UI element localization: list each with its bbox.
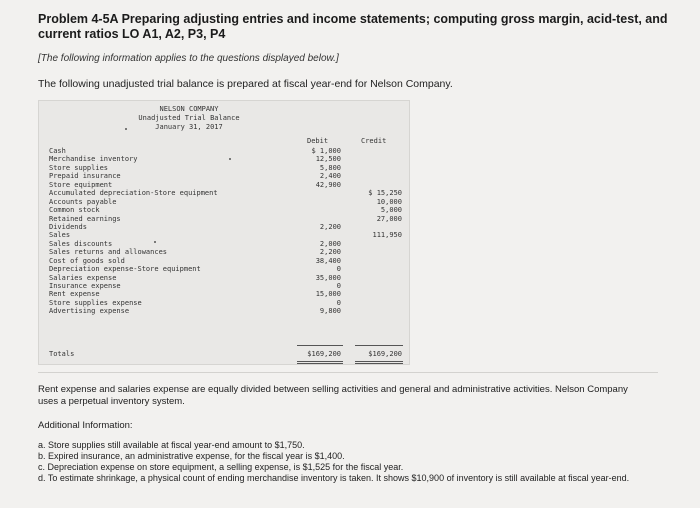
account-name: Cash (49, 147, 66, 155)
trial-balance-row (49, 189, 404, 197)
account-name: Store supplies expense (49, 298, 142, 307)
debit-amount: 0 (336, 282, 341, 290)
debit-amount: $ 1,000 (311, 147, 341, 155)
credit-amount: 27,000 (376, 214, 402, 223)
trial-balance-row (49, 290, 404, 298)
account-name: Sales returns and allowances (49, 248, 168, 257)
debit-header: Debit (307, 137, 329, 145)
info-item-d: d. To estimate shrinkage, a physical count of ending merchandise inventory is taken. It shows $10,900 of inventory is still available at fiscal year-end. (38, 473, 630, 483)
info-item-a: a. Store supplies still available at fiscal year-end amount to $1,750. (38, 440, 305, 450)
trial-balance-header (39, 105, 409, 132)
credit-header: Credit (361, 137, 387, 145)
additional-info-heading: Additional Information: (38, 420, 133, 431)
account-name: Advertising expense (49, 307, 130, 316)
debit-amount: 38,400 (315, 256, 341, 265)
instructions-note: [The following information applies to the questions displayed below.] (38, 53, 339, 64)
account-name: Depreciation expense-Store equipment (49, 265, 201, 274)
account-name: Merchandise inventory (49, 155, 138, 164)
trial-balance-row (49, 181, 404, 189)
trial-balance-row (49, 206, 404, 214)
total-credit: $169,200 (368, 350, 402, 358)
trial-balance-row (49, 223, 404, 231)
account-name: Prepaid insurance (49, 172, 121, 181)
account-name: Accounts payable (49, 197, 117, 206)
trial-balance-row (49, 147, 404, 155)
trial-balance-row (49, 164, 404, 172)
additional-info-list (38, 440, 678, 484)
account-name: Insurance expense (49, 282, 121, 290)
trial-balance-row (49, 231, 404, 239)
debit-amount: 0 (336, 265, 341, 274)
trial-balance-row (49, 215, 404, 223)
account-name: Rent expense (49, 290, 100, 299)
trial-balance-row (49, 248, 404, 256)
account-name: Sales discounts (49, 239, 113, 248)
statement-name: Unadjusted Trial Balance (138, 114, 240, 122)
trial-balance-row (49, 155, 404, 163)
company-name: NELSON COMPANY (159, 105, 219, 113)
statement-date: January 31, 2017 (155, 123, 223, 131)
trial-balance-row (49, 282, 404, 290)
info-item-b: b. Expired insurance, an administrative expense, for the fiscal year is $1,400. (38, 451, 345, 461)
debit-amount: 12,500 (315, 155, 341, 164)
credit-amount: $ 15,250 (368, 189, 402, 198)
debit-amount: 15,000 (315, 290, 341, 299)
debit-double-rule (297, 361, 343, 364)
debit-amount: 2,200 (319, 222, 341, 231)
trial-balance-row (49, 198, 404, 206)
account-name: Common stock (49, 206, 100, 215)
credit-double-rule (355, 361, 403, 364)
debit-total-rule (297, 345, 343, 346)
debit-amount: 9,800 (319, 307, 341, 316)
account-name: Dividends (49, 222, 87, 231)
trial-balance-row (49, 299, 404, 307)
stray-mark (125, 128, 127, 130)
trial-balance-row (49, 307, 404, 315)
section-divider (38, 372, 658, 373)
credit-total-rule (355, 345, 403, 346)
trial-balance-table (38, 100, 410, 365)
intro-text: The following unadjusted trial balance is prepared at fiscal year-end for Nelson Company. (38, 78, 453, 90)
credit-amount: 111,950 (372, 231, 402, 240)
debit-amount: 2,000 (319, 239, 341, 248)
trial-balance-row (49, 172, 404, 180)
account-name: Salaries expense (49, 273, 117, 282)
trial-balance-row (49, 257, 404, 265)
debit-amount: 42,900 (315, 180, 341, 189)
debit-amount: 35,000 (315, 273, 341, 282)
total-debit: $169,200 (307, 350, 341, 358)
allocation-paragraph: Rent expense and salaries expense are equally divided between selling activities and general and administrative activities. Nelson Company uses a perpetual inventory system. (38, 384, 628, 407)
trial-balance-row (49, 265, 404, 273)
trial-balance-rows (49, 147, 404, 316)
account-name: Sales (49, 231, 71, 240)
debit-amount: 5,800 (319, 163, 341, 172)
totals-label: Totals (49, 350, 75, 358)
account-name: Store equipment (49, 180, 113, 189)
account-name: Retained earnings (49, 214, 121, 223)
account-name: Store supplies (49, 163, 109, 172)
trial-balance-row (49, 274, 404, 282)
credit-amount: 10,000 (376, 197, 402, 206)
debit-amount: 2,200 (319, 248, 341, 257)
account-name: Cost of goods sold (49, 256, 125, 265)
credit-amount: 5,000 (380, 206, 402, 215)
account-name: Accumulated depreciation-Store equipment (49, 189, 218, 198)
problem-title: Problem 4-5A Preparing adjusting entries and income statements; computing gross margin, acid-test, and current ratios LO A1, A2, P3, P4 (38, 12, 668, 41)
totals-row (49, 350, 404, 358)
trial-balance-row (49, 240, 404, 248)
debit-amount: 2,400 (319, 172, 341, 181)
debit-amount: 0 (336, 298, 341, 307)
info-item-c: c. Depreciation expense on store equipment, a selling expense, is $1,525 for the fiscal year. (38, 462, 404, 472)
